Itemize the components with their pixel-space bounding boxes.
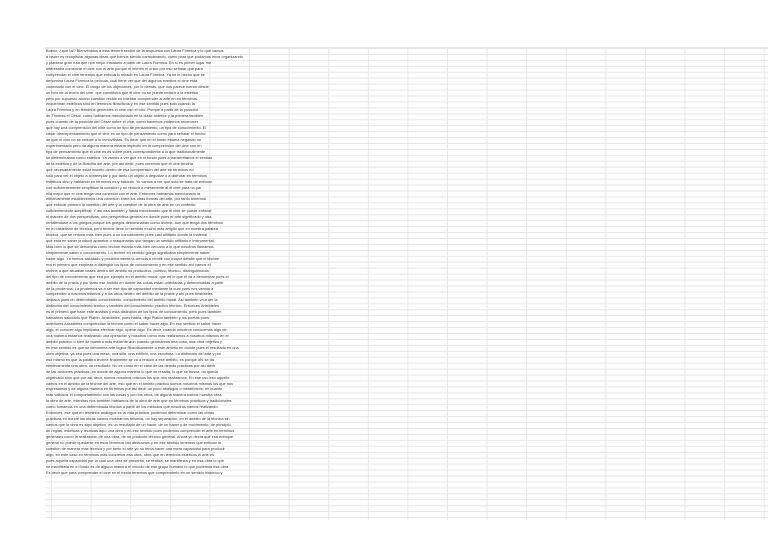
sheet-row[interactable]: y plantear gran ruta que nos mejor instalarlo a partir de Laura Fórmica. Eh si es primer lugar me: [46, 59, 212, 65]
sheet-row[interactable]: se determinaban como estética. Ya vamos a ver que en el fondo pues a transentrarlos el sentido: [46, 154, 213, 160]
sheet-row[interactable]: pues aquella capacidad por la cual una obra se presenta, se realiza, se manifiesta y en esa obra lo que: [46, 457, 225, 463]
sheet-row[interactable]: simplemente saber o conocimiento. Lo téchne en sentido griego significaba simplemente saber: [46, 249, 210, 255]
sheet-row[interactable]: que enfocar primero la cuestión del arte y la cuestión de la obra de arte en un contexto: [46, 202, 196, 208]
sheet-row[interactable]: de que el cine no se reduce a lo inmóvilistas. Es decir que en el fondo estaría negando no: [46, 137, 202, 143]
sheet-row[interactable]: Bueno, ¿qué tal? Bienvenidos a esta tercera sesión de la respuesta con Laura Fórmica y lo que vamos: [46, 48, 224, 53]
sheet-row[interactable]: efectivamente una obra, un resultado. No es como en el caso de las demás prácticas por así decir: [46, 362, 216, 368]
sheet-row[interactable]: el marcen de dos perspectivas, una perspectiva general en donde pues el arte significado y otra: [46, 214, 212, 220]
sheet-row[interactable]: hacer algo. Ya hemos saludado y posteriormente la ciencia a remitir con mayor detalle que el téchne: [46, 255, 220, 261]
sheet-row[interactable]: era el primero que empieza a distinguir los tipos de conocimiento y en ese sentido ahí vamos el: [46, 261, 211, 267]
sheet-row[interactable]: interesaba comenzar el cine con el arte porque el interés el único por eso señalar que para: [46, 65, 203, 71]
sheet-row[interactable]: estéticos sino y hablando en términos muy básicos. Yo vamos a ver que solo se trata de enfocar: [46, 178, 212, 184]
sheet-row[interactable]: en ese sentido es que se denomina arte lógica filosóficamente a este ámbito en donde pues el resultado es una: [46, 344, 239, 350]
sheet-row[interactable]: a hacer es recapitular algunas ideas que fuimos siendo considerando, como para que podamos irnos organizando: [46, 53, 243, 59]
sheet-row[interactable]: que hay una comprensión del cine como un tipo de pensamiento, un tipo de conocimiento. El: [46, 125, 207, 131]
sheet-row[interactable]: Laura Fórmica y en términos generales el cine con el otro. Porque a partir de la posición: [46, 107, 199, 113]
sheet-row[interactable]: en el castellano de técnica, pero téchne tiene un sentido mucho más amplio que en nuestra palabra: [46, 226, 218, 232]
sheet-row[interactable]: conectado con el cine. El rango de los objeciones, por lo demás, que nos parece fueron desde: [46, 83, 209, 89]
sheet-row[interactable]: suficientemente simplificar. Y así esa también y hasta mencionado que el cine se puede enfocar: [46, 208, 212, 214]
sheet-row[interactable]: comprender a nosotros mismos y a los otros dentro del ámbito de la praxis y ahí pues Aristóteles: [46, 291, 213, 297]
sheet-row[interactable]: algo, el conocer algo implicaba efectuar algo, operar algo. Es decir, cuando nosotros conocemos algo de: [46, 327, 227, 333]
sheet-row[interactable]: obra objetiva, ya sea pues una mesa, una silla, una edificio, una escultura. La distinción del arte y por: [46, 350, 221, 356]
sheet-row[interactable]: del tipo de conocimiento que esa por ejemplo en el ámbito moral, que es lo que él va a denominar pues el: [46, 273, 229, 279]
sheet-row[interactable]: técnica, que se reduce más bien pues a un conocimiento pues casi utilitario donde la material: [46, 232, 208, 238]
sheet-row[interactable]: de la estética y de la filosofía del arte, por así decir, pues creemos que el cine tendría: [46, 160, 194, 166]
sheet-row[interactable]: encuentran estéticos sino en términos filosóficos y en ese sentido pues solo cuando la: [46, 101, 195, 107]
sheet-row[interactable]: téchne a que situaban bases dentro del ámbito no productivo, poético, técnico, distinguiéndola: [46, 267, 209, 273]
sheet-row[interactable]: habíamos saludado que Platón, Aristóteles, pues había, digo Platón también y los poetas pues: [46, 315, 210, 321]
sheet-row[interactable]: de las acciones prácticas, en donde de alguna manera lo que se resalta, lo que se busca, no queda: [46, 368, 218, 374]
sheet-row[interactable]: pero por supuesto acción cuestión reside en intentar comprender al arte en en términos: [46, 95, 197, 101]
sheet-row[interactable]: comprender el cine tenemos que enfocarlo mirado en Laura Fórmica. Ya he le hecho que se: [46, 71, 205, 77]
sheet-row[interactable]: denomina Laura Fórmica la película, cuál tiene ver que del algunos eventos el cine está: [46, 77, 198, 83]
sheet-row[interactable]: Más bien lo que se denomina como téchne estaría más bien cercano a lo que nosotros llamamos: [46, 243, 214, 249]
sheet-row[interactable]: de Thomas el César, como habíamos mencionado en la clase anterior y la primera también: [46, 113, 204, 119]
sheet-row[interactable]: una manera estamos realizando una operación y nosotros como mas realizamos a nosotros mismos en el: [46, 333, 229, 338]
spreadsheet-grid[interactable]: [45, 47, 768, 520]
sheet-row[interactable]: pues cuando de la posición del César sobre el cine, como hacemos podemos reconocer: [46, 119, 199, 125]
sheet-row[interactable]: con suficientemente simplificar la cuestión y no reducir a meramente al el cine para no par: [46, 184, 202, 190]
sheet-row[interactable]: general no puede quedarse en esos términos tan abstractos y en ese sentido tenemos que enfocar la: [46, 439, 221, 445]
sheet-row[interactable]: que necesariamente estar inscrito dentro de esa comprensión del arte en términos no: [46, 166, 194, 172]
sheet-row[interactable]: ámbito de la praxis y por tanto ese ámbito en donde las cosas están orientadas y determinadas a partir: [46, 279, 224, 285]
sheet-row[interactable]: como fomamos en una determinada técnica a partir de los métodos que nosotros vamos realizando.: [46, 404, 219, 410]
sheet-row[interactable]: solo para ver el objeto a contemplar y por tanto un objeto a degustar o a disfrutar en términos: [46, 172, 207, 178]
text-column: [45, 48, 250, 520]
sheet-row[interactable]: distinción del conocimiento teórico y también del conocimiento práctico técnico. Entonces Aristóteles: [46, 303, 220, 309]
sheet-row[interactable]: Entonces, ese que en términos análogos es la vida práctica, podemos determinar como las obras: [46, 410, 215, 416]
sheet-row[interactable]: un foro de la teoría del cine, que constituira que el cine no se puede reducir a la estética: [46, 89, 198, 95]
sheet-row[interactable]: Es decir que para comprender el cine en el fondo tenemos que comprenderlo en un sentido histórico y: [46, 469, 223, 475]
sheet-row[interactable]: más valiosos el comportamiento con las cosas y con los otros, de alguna manera somos nuestra obra,: [46, 392, 223, 398]
sheet-row[interactable]: de la prudencia. La prudencia va a ser ese tipo de capacidad mediante la cual pues nos vamos a: [46, 285, 214, 291]
sheet-row[interactable]: generales como la realización de una obra, de un producto técnico general. Ahora yo decía que esa enfoque: [46, 433, 234, 439]
sheet-row[interactable]: destaca pues un determinado conocimiento, conocimiento del ámbito moral. Asi también va a ser la: [46, 297, 218, 303]
sheet-row[interactable]: se manifiesta en el fondo es de alguna manera el vínculo de ese grupo humano lo que podemos esa obra: [46, 463, 229, 469]
sheet-row[interactable]: ella mejor que el cine tenga una conexión con el arte. Entonces habíamos mencionado la: [46, 190, 200, 196]
sheet-row[interactable]: anteriores Aristóteles comprendían la téchne como el saber hacer algo. En ese sentido el saber hacer: [46, 321, 222, 327]
sheet-row[interactable]: vamos que la obra es algo objetivo, es un resultado de un hacer, de un hacer y de movimiento, de principio,: [46, 422, 232, 428]
sheet-row[interactable]: ámbito práctico o bien de manera más evidente aún cuando generamos una cosa, una obra objetiva y: [46, 338, 222, 344]
sheet-row[interactable]: de reglas, estéticas y técnicas aquí una obra y en ese sentido pues podemos comprender el arte en términos: [46, 428, 235, 433]
sheet-row[interactable]: es el primero que hace este análisis y esta distinción de los tipos de conocimiento, pero pues también: [46, 309, 222, 315]
sheet-row[interactable]: cuestión de manera más técnica y por tanto el arte yo no tenía hacer una mera capacidad para producir: [46, 445, 225, 451]
sheet-row[interactable]: prácticas en donde las obras vamos mostrarnos mismos, no hay separación, en el ámbito de la técnica sin: [46, 416, 230, 422]
sheet-row[interactable]: la obra de arte, mientras nos también hablamos de la obra de arte que en términos prácticos y tradicionales: [46, 398, 232, 404]
sheet-row[interactable]: efectivamente establecemos una conexión entre los otras formas del arte, por tanto tenemos: [46, 196, 206, 202]
sheet-row[interactable]: vamos en el ámbito de la téchne del arte, eso que en el ámbito práctico somos nosotros mismos los que nos: [46, 380, 234, 386]
sheet-row[interactable]: césar ofrecepensamiento que el cine es un tipo de pensamiento como para señalar el hecho: [46, 131, 206, 137]
sheet-row[interactable]: experimentado pero da alguna manera estaría implícito en la comprensión del cine con un: [46, 143, 202, 148]
sheet-row[interactable]: expresamos y de alguna manera en términos por así decir un poco análogos o metafóricos, en cuanto: [46, 386, 223, 392]
sheet-row[interactable]: eso mismo es que la palabra téchne finalmente se va a reducir a ese ámbito, es porque ahí se da: [46, 356, 215, 362]
sheet-row[interactable]: objetivado sino que por así decir, somos nosotros mismos los que nos realizamos. En ese uso eso aquello: [46, 374, 230, 380]
sheet-row[interactable]: tipo de pensamiento que el cine es es sobre pues correspondiente a lo que tradicionalmente: [46, 148, 206, 154]
sheet-row[interactable]: remitiéndose a los griegos porque los griegos denominaban como téchne, aún que tenga dos términos: [46, 220, 223, 226]
sheet-row[interactable]: que está en saber producir aparatos o maquinarias que tengan un sentido utilitario e instrumental.: [46, 238, 215, 243]
sheet-row[interactable]: algo, en este caso en términos más concretos esa obra, obra que en términos estéticos el arte es: [46, 451, 215, 457]
